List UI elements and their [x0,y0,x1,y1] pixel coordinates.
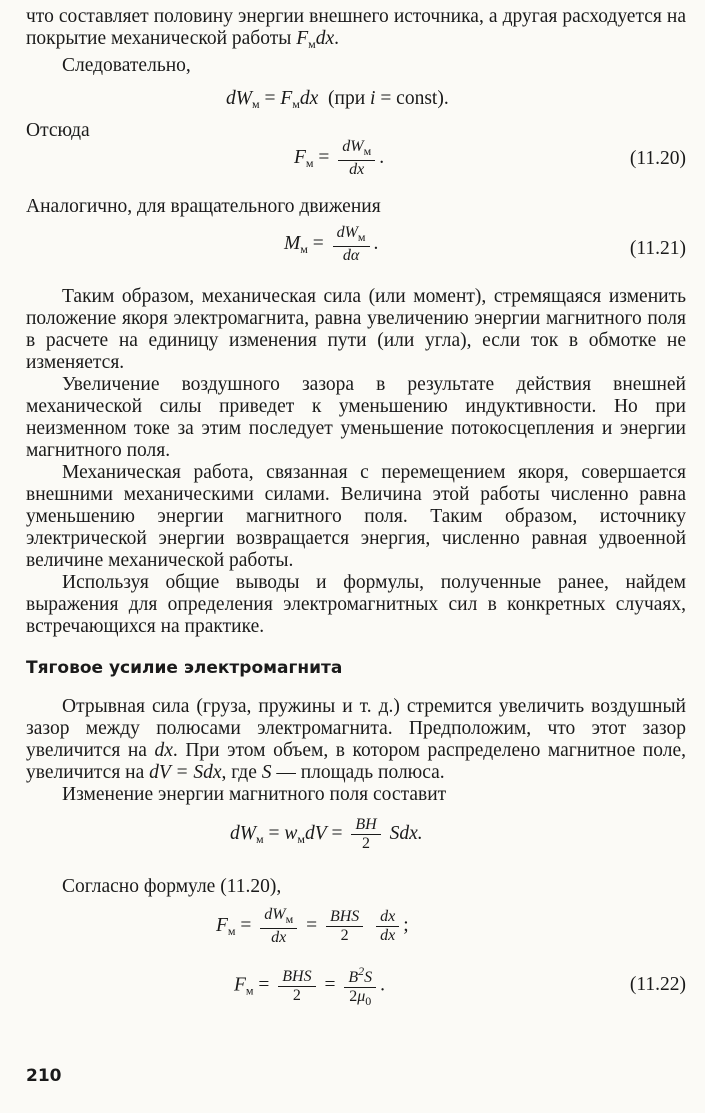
fraction: $\frac{BH}{2}$ [351,816,380,853]
fraction: $\frac{dW_м}{d\alpha}$ [333,224,370,265]
paragraph-therefore: Следовательно, [62,55,191,76]
paragraph-7-block [26,876,686,898]
fraction: $\frac{dx}{dx}$ [376,908,399,945]
paragraph-intro: что составляет половину энергии внешнего источника, а другая расходуется на покрытие механической работы $F_мdx$. [26,6,686,51]
paragraph-1: Таким образом, механическая сила (или момент), стремящаяся изменить положение якоря электромагнита, равна увеличению энергии магнитного поля в расчете на единицу изменения пути (или угла), если ток в обмотке не изменяется. [26,286,686,373]
main-text-block [26,286,686,638]
equation-number: (11.22) [629,974,686,995]
equation-number: (11.20) [629,148,686,169]
paragraph-analog: Аналогично, для вращательного движения [26,196,381,217]
intro-block [26,6,686,77]
fraction: $\frac{\text{BHS}}{2}$ [326,908,363,945]
fraction: $\frac{\text{BHS}}{2}$ [278,968,315,1005]
equation-work: $dW_м = F_мdx$ (при i = const). [226,88,449,111]
equation-force-derivation: $F_м$ = $\frac{dW_м}{dx}$ = $\frac{\text{BHS}}{2}$ $\frac{dx}{dx}$ ; [216,906,409,946]
fraction: $\frac{B^2S}{2\mu_0}$ [344,962,376,1010]
paragraph-3: Механическая работа, связанная с перемещением якоря, совершается внешними механическими силами. Величина этой работы численно равна уменьшению энергии магнитного поля. Таким образом, источнику электрической энергии возвращается энергия, численно равная удвоенной величине механической работы. [26,462,686,571]
fraction: $\frac{dW_м}{dx}$ [338,138,375,179]
equation-number: (11.21) [629,238,686,259]
fraction: $\frac{dW_м}{dx}$ [260,906,297,947]
section-text-block [26,696,686,806]
equation-11-22: $F_м$ = $\frac{\text{BHS}}{2}$ = $\frac{B^2S}{2\mu_0}$ . (11.22) [234,964,686,1008]
paragraph-4: Используя общие выводы и формулы, полученные ранее, найдем выражения для определения электромагнитных сил в конкретных случаях, встречающихся на практике. [26,572,686,637]
page-number: 210 [26,1066,62,1086]
equation-11-20: $F_м$ = $\frac{dW_м}{dx}$ . (11.20) [294,138,686,178]
paragraph-5: Отрывная сила (груза, пружины и т. д.) стремится увеличить воздушный зазор между полюсами электромагнита. Предположим, что этот зазор увеличится на dx. При этом объем, в котором распределено магнитное поле, увеличится на dV = Sdx, где S — площадь полюса. [26,696,686,783]
paragraph-otsyuda: Отсюда [26,120,90,141]
paragraph-2: Увеличение воздушного зазора в результате действия внешней механической силы приведет к уменьшению индуктивности. Но при неизменном токе за этим последует уменьшение потокосцепления и энергии магнитного поля. [26,374,686,461]
equation-energy: $dW_м = w_мdV$ = $\frac{BH}{2}$ Sdx. [230,816,423,852]
paragraph-6: Изменение энергии магнитного поля составит [62,784,447,805]
paragraph-7: Согласно формуле (11.20), [62,876,282,897]
equation-11-21: $M_м$ = $\frac{dW_м}{d\alpha}$ . (11.21) [284,224,686,264]
section-heading: Тяговое усилие электромагнита [26,658,343,678]
